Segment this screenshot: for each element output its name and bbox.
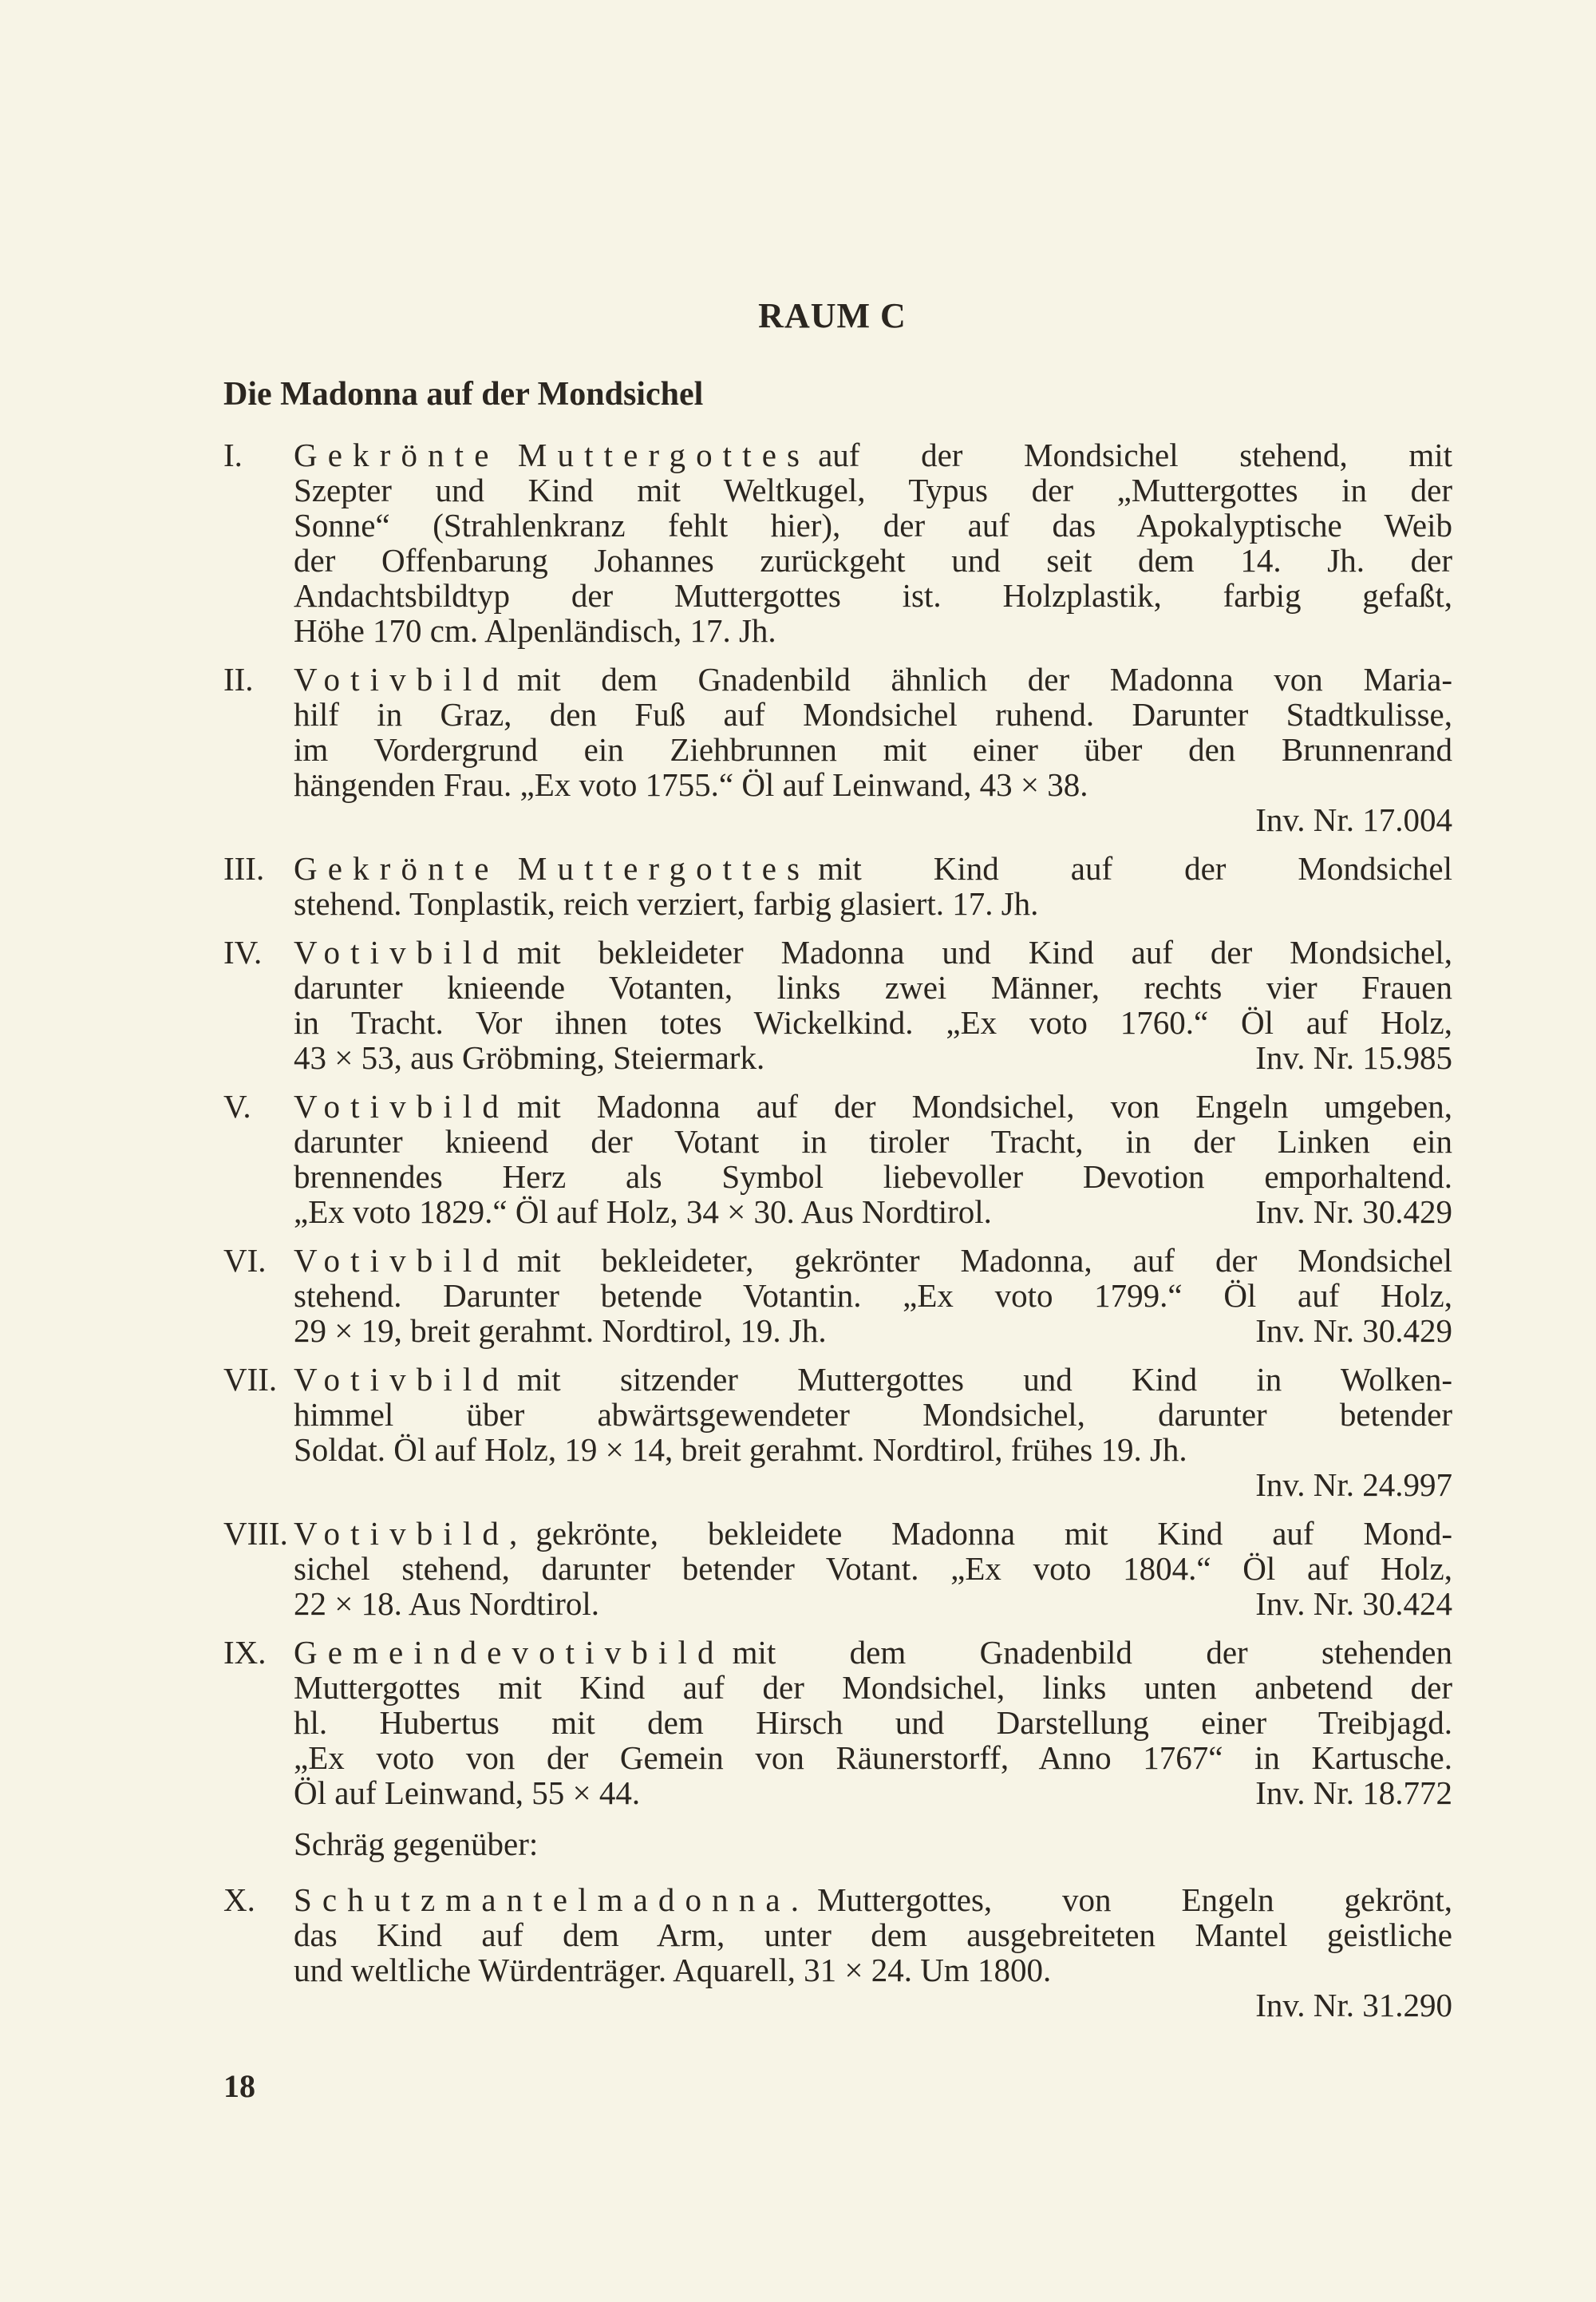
entry-line — [223, 437, 1452, 473]
entry-numeral: V. — [223, 1088, 251, 1125]
entry-last-line — [223, 1040, 1452, 1075]
entry-list-after — [223, 1882, 1452, 2023]
entry-title: Votivbild, — [294, 1515, 528, 1552]
inventory-number: Inv. Nr. 17.004 — [1255, 801, 1452, 838]
entry-last-line — [223, 1952, 1452, 1988]
entry-text: hängenden Frau. „Ex voto 1755.“ Öl auf Leinwand, 43 × 38. — [294, 766, 1088, 803]
entry-text: sichel stehend, darunter betender Votant. „Ex voto 1804.“ Öl auf Holz, — [294, 1550, 1452, 1587]
entry-line — [223, 578, 1452, 613]
entry-title: Votivbild — [294, 1088, 509, 1125]
entry-text: brennendes Herz als Symbol liebevoller Devotion emporhaltend. — [294, 1158, 1452, 1195]
entry-line — [223, 1882, 1452, 1917]
entry-line — [223, 473, 1452, 508]
catalog-entry — [223, 1362, 1452, 1502]
entry-text: und weltliche Würdenträger. Aquarell, 31 × 24. Um 1800. — [294, 1952, 1052, 1988]
entry-line — [223, 1278, 1452, 1313]
catalog-entry — [223, 1635, 1452, 1810]
catalog-entry — [223, 1243, 1452, 1348]
entry-line — [223, 1740, 1452, 1775]
entry-text: mit bekleideter Madonna und Kind auf der Mondsichel, — [516, 934, 1452, 971]
catalog-entry — [223, 1882, 1452, 2023]
entry-line — [223, 1551, 1452, 1586]
page-number: 18 — [223, 2068, 255, 2104]
entry-title: Gekrönte Muttergottes — [294, 437, 811, 473]
catalog-entry — [223, 1516, 1452, 1621]
entry-text: Soldat. Öl auf Holz, 19 × 14, breit gerahmt. Nordtirol, frühes 19. Jh. — [294, 1431, 1187, 1468]
inventory-number: Inv. Nr. 30.429 — [1255, 1312, 1452, 1349]
entry-text: mit dem Gnadenbild der stehenden — [732, 1634, 1452, 1671]
entry-text: mit dem Gnadenbild ähnlich der Madonna von Maria- — [516, 661, 1452, 698]
entry-text: auf der Mondsichel stehend, mit — [818, 437, 1452, 473]
entry-line — [223, 1005, 1452, 1040]
entry-text: hl. Hubertus mit dem Hirsch und Darstellung einer Treibjagd. — [294, 1704, 1452, 1741]
entry-text: Andachtsbildtyp der Muttergottes ist. Holzplastik, farbig gefaßt, — [294, 577, 1452, 614]
entry-numeral: IV. — [223, 934, 263, 971]
entry-line — [223, 1243, 1452, 1278]
section-heading: Die Madonna auf der Mondsichel — [223, 376, 704, 413]
entry-line — [223, 851, 1452, 886]
entry-line — [223, 1670, 1452, 1705]
entry-last-line — [223, 1775, 1452, 1810]
entry-text: Szepter und Kind mit Weltkugel, Typus der „Muttergottes in der — [294, 472, 1452, 508]
entry-line — [223, 1159, 1452, 1194]
entry-text: mit Madonna auf der Mondsichel, von Engeln umgeben, — [516, 1088, 1452, 1125]
entry-numeral: VIII. — [223, 1515, 288, 1552]
entry-last-line — [223, 767, 1452, 802]
entry-title: Schutzmantelmadonna. — [294, 1881, 810, 1918]
entry-text: Sonne“ (Strahlenkranz fehlt hier), der auf das Apokalyptische Weib — [294, 507, 1452, 544]
entry-line — [223, 1397, 1452, 1432]
entry-numeral: VII. — [223, 1361, 278, 1398]
entry-text: darunter knieende Votanten, links zwei Männer, rechts vier Frauen — [294, 969, 1452, 1006]
entry-text: in Tracht. Vor ihnen totes Wickelkind. „Ex voto 1760.“ Öl auf Holz, — [294, 1004, 1452, 1041]
entry-text: stehend. Tonplastik, reich verziert, farbig glasiert. 17. Jh. — [294, 885, 1039, 922]
room-title: RAUM C — [758, 296, 907, 335]
entry-text: 43 × 53, aus Gröbming, Steiermark. — [294, 1039, 765, 1076]
entry-numeral: II. — [223, 661, 254, 698]
entry-text: Öl auf Leinwand, 55 × 44. — [294, 1774, 641, 1811]
catalog-entry — [223, 935, 1452, 1075]
entry-numeral: III. — [223, 850, 265, 887]
entry-line — [223, 1705, 1452, 1740]
entry-text: „Ex voto 1829.“ Öl auf Holz, 34 × 30. Aus Nordtirol. — [294, 1193, 992, 1230]
entry-line — [223, 662, 1452, 697]
catalog-entry — [223, 662, 1452, 837]
entry-numeral: I. — [223, 437, 243, 473]
inventory-number: Inv. Nr. 18.772 — [1255, 1774, 1452, 1811]
entry-title: Votivbild — [294, 1361, 509, 1398]
entry-last-line — [223, 1432, 1452, 1467]
entry-line — [223, 1917, 1452, 1952]
entry-title: Gekrönte Muttergottes — [294, 850, 811, 887]
entry-last-line — [223, 1586, 1452, 1621]
entry-text: Muttergottes mit Kind auf der Mondsichel, links unten anbetend der — [294, 1669, 1452, 1706]
entry-line — [223, 508, 1452, 543]
entry-text: Höhe 170 cm. Alpenländisch, 17. Jh. — [294, 612, 776, 649]
entry-text: das Kind auf dem Arm, unter dem ausgebreiteten Mantel geistliche — [294, 1916, 1452, 1953]
entry-line — [223, 970, 1452, 1005]
entry-line — [223, 1089, 1452, 1124]
entry-last-line — [223, 613, 1452, 648]
entry-last-line — [223, 1313, 1452, 1348]
entry-text: mit bekleideter, gekrönter Madonna, auf der Mondsichel — [516, 1242, 1452, 1279]
entry-line — [223, 543, 1452, 578]
entry-text: der Offenbarung Johannes zurückgeht und seit dem 14. Jh. der — [294, 542, 1452, 579]
entry-last-line — [223, 1194, 1452, 1229]
entry-text: Muttergottes, von Engeln gekrönt, — [817, 1881, 1452, 1918]
entry-line — [223, 1516, 1452, 1551]
entry-title: Votivbild — [294, 661, 509, 698]
entry-list — [223, 437, 1452, 1810]
entry-text: „Ex voto von der Gemein von Räunerstorff, Anno 1767“ in Kartusche. — [294, 1739, 1452, 1776]
entry-text: 29 × 19, breit gerahmt. Nordtirol, 19. Jh. — [294, 1312, 827, 1349]
catalog-entry — [223, 437, 1452, 648]
entry-text: 22 × 18. Aus Nordtirol. — [294, 1585, 600, 1622]
entry-last-line — [223, 886, 1452, 921]
entry-text: mit Kind auf der Mondsichel — [818, 850, 1452, 887]
catalog-entry — [223, 1089, 1452, 1229]
entry-text: mit sitzender Muttergottes und Kind in Wolken- — [516, 1361, 1452, 1398]
inventory-number: Inv. Nr. 24.997 — [1255, 1466, 1452, 1503]
entry-text: im Vordergrund ein Ziehbrunnen mit einer über den Brunnenrand — [294, 731, 1452, 768]
inventory-number: Inv. Nr. 30.429 — [1255, 1193, 1452, 1230]
entry-line — [223, 697, 1452, 732]
entry-text: hilf in Graz, den Fuß auf Mondsichel ruhend. Darunter Stadtkulisse, — [294, 696, 1452, 733]
entry-line — [223, 1635, 1452, 1670]
entry-line — [223, 732, 1452, 767]
inventory-number: Inv. Nr. 31.290 — [1255, 1987, 1452, 2023]
entry-text: darunter knieend der Votant in tiroler Tracht, in der Linken ein — [294, 1123, 1452, 1160]
entry-line — [223, 1124, 1452, 1159]
entry-text: stehend. Darunter betende Votantin. „Ex voto 1799.“ Öl auf Holz, — [294, 1277, 1452, 1314]
catalog-entry — [223, 851, 1452, 921]
entry-line — [223, 1362, 1452, 1397]
inventory-number: Inv. Nr. 30.424 — [1255, 1585, 1452, 1622]
inventory-number: Inv. Nr. 15.985 — [1255, 1039, 1452, 1076]
entry-numeral: X. — [223, 1881, 255, 1918]
catalog-entries — [223, 437, 1452, 2036]
side-note: Schräg gegenüber: — [294, 1825, 539, 1862]
entry-line — [223, 935, 1452, 970]
entry-title: Votivbild — [294, 1242, 509, 1279]
entry-text: gekrönte, bekleidete Madonna mit Kind auf Mond- — [535, 1515, 1452, 1552]
entry-numeral: VI. — [223, 1242, 267, 1279]
entry-text: himmel über abwärtsgewendeter Mondsichel, darunter betender — [294, 1396, 1452, 1433]
entry-title: Votivbild — [294, 934, 509, 971]
entry-numeral: IX. — [223, 1634, 267, 1671]
entry-title: Gemeindevotivbild — [294, 1634, 725, 1671]
